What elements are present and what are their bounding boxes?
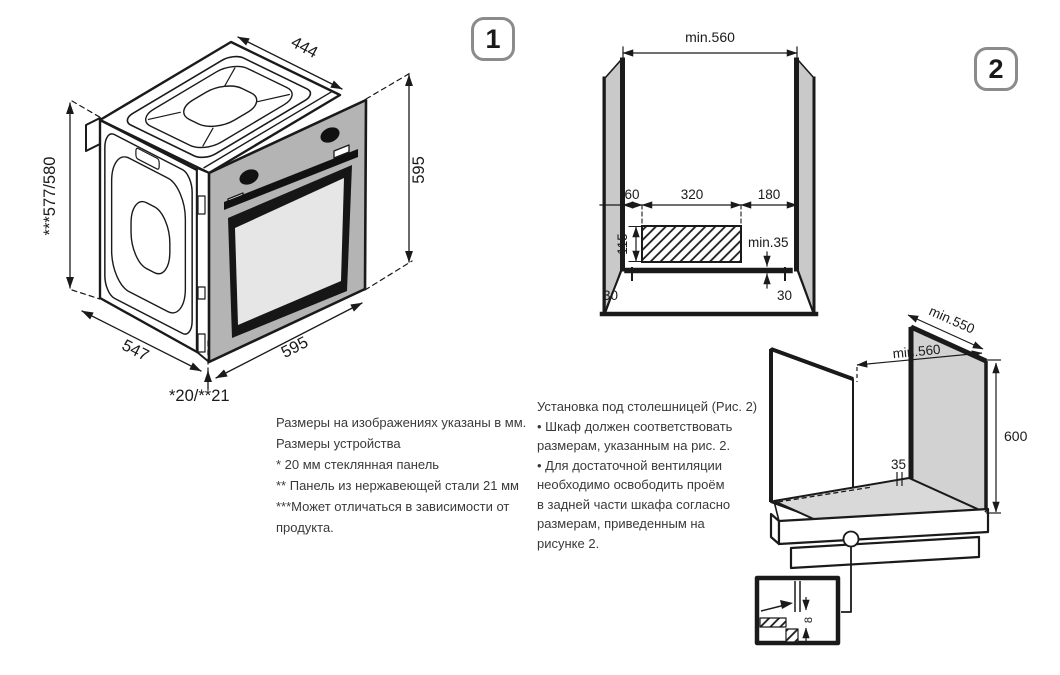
note-line: * 20 мм стеклянная панель: [276, 457, 440, 472]
oven-top-flange: [86, 118, 100, 151]
dim-iso-height: 600: [1004, 428, 1028, 444]
dim-min-width-top: min.560: [685, 29, 735, 45]
dim-corner-right: 30: [777, 288, 793, 303]
dim-iso-min-depth: min.550: [926, 303, 977, 337]
note-line: размерам, указанным на рис. 2.: [537, 438, 731, 453]
iso-plinth: [771, 509, 988, 568]
detail-callout-circle: [844, 532, 859, 547]
note-line: • Для достаточной вентиляции: [537, 457, 723, 473]
note-line: продукта.: [276, 520, 334, 535]
note-line: • Шкаф должен соответствовать: [537, 418, 733, 434]
dim-height-left: ***577/580: [41, 156, 59, 236]
note-line: необходимо освободить проём: [537, 477, 725, 492]
dim-corner-left: 30: [603, 288, 619, 303]
dim-right-offset: 180: [757, 187, 781, 202]
dim-left-offset: 60: [624, 187, 640, 202]
dim-top-width: 444: [287, 33, 321, 62]
note-line: в задней части шкафа согласно: [537, 496, 731, 512]
dim-depth: 547: [118, 336, 152, 365]
dim-panel-thickness: *20/**21: [169, 387, 230, 405]
dim-detail-gap: 8: [803, 616, 815, 624]
notes-installation: [537, 397, 757, 553]
note-line: Установка под столешницей (Рис. 2): [537, 399, 758, 414]
note-line: Размеры на изображениях указаны в мм.: [276, 415, 527, 430]
note-line: ***Может отличаться в зависимости от: [276, 499, 510, 514]
dim-cutout-height: 115: [615, 233, 630, 255]
figure2-cabinet-front-view: [600, 29, 816, 314]
dim-front-width: 595: [278, 333, 312, 362]
figure1-badge: 1: [471, 17, 515, 61]
ventilation-cutout-hatch: [642, 226, 741, 262]
fig2-front-extension-lines: [642, 205, 741, 226]
dim-min-clearance: min.35: [748, 235, 789, 250]
figure2-cabinet-isometric: [757, 303, 1028, 643]
dim-height-right: 595: [410, 156, 428, 184]
note-line: Размеры устройства: [276, 436, 401, 451]
dim-iso-min-width: min.560: [891, 341, 942, 362]
dim-iso-back-gap: 35: [891, 457, 907, 472]
dim-cutout-width: 320: [680, 187, 704, 202]
notes-device-dimensions: [276, 412, 526, 538]
note-line: ** Панель из нержавеющей стали 21 мм: [276, 478, 519, 493]
figure1-oven-isometric: [41, 33, 428, 405]
note-line: размерам, приведенным на: [537, 516, 705, 531]
note-line: рисунке 2.: [537, 535, 600, 551]
figure2-badge: 2: [974, 47, 1018, 91]
